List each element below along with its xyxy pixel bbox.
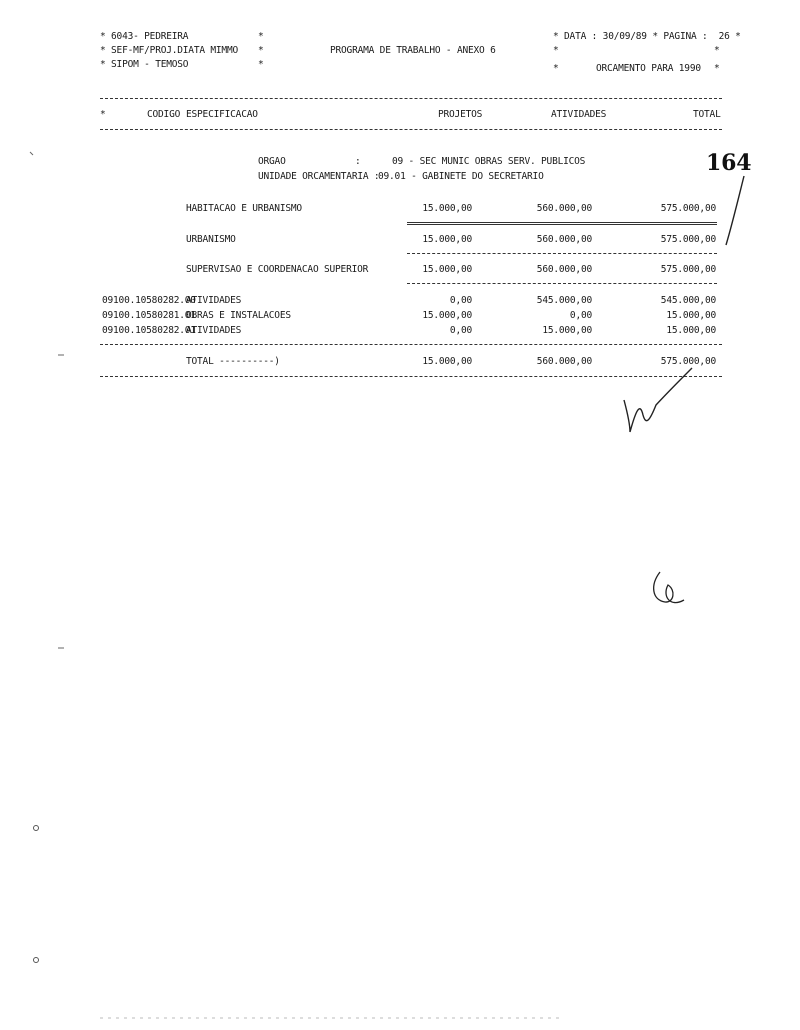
header-left-line-1: * 6043- PEDREIRA [100,31,189,42]
detail-projetos: 15.000,00 [422,310,472,321]
detail-total: 15.000,00 [666,325,716,336]
punch-hole [34,826,39,831]
summary-atividades: 560.000,00 [536,234,592,245]
detail-atividades: 0,00 [569,310,592,321]
detail-total: 545.000,00 [660,295,716,306]
total-atividades: 560.000,00 [536,356,592,367]
column-total: TOTAL [693,109,721,120]
header-star: * [553,63,559,74]
summary-atividades: 560.000,00 [536,203,592,214]
detail-total: 15.000,00 [666,310,716,321]
detail-projetos: 0,00 [449,295,472,306]
header-star: * [258,31,264,42]
scan-speck [30,152,33,155]
detail-desc: ATIVIDADES [186,295,242,306]
summary-total: 575.000,00 [660,264,716,275]
summary-atividades: 560.000,00 [536,264,592,275]
summary-total: 575.000,00 [660,234,716,245]
detail-projetos: 0,00 [449,325,472,336]
header-date-page: * DATA : 30/09/89 * PAGINA : 26 * [553,31,741,42]
summary-projetos: 15.000,00 [422,203,472,214]
total-label: TOTAL ----------) [186,356,280,367]
summary-desc: SUPERVISAO E COORDENACAO SUPERIOR [186,264,369,275]
detail-code: 09100.10580281.01 [102,310,196,321]
total-total: 575.000,00 [660,356,716,367]
header-star: * [714,45,720,56]
column-especificacao: ESPECIFICACAO [186,109,258,120]
column-atividades: ATIVIDADES [551,109,607,120]
signature-stroke [624,368,692,432]
header-star: * [258,59,264,70]
detail-atividades: 545.000,00 [536,295,592,306]
header-left-line-3: * SIPOM - TEMOSO [100,59,189,70]
column-projetos: PROJETOS [438,109,483,120]
unidade-label: UNIDADE ORCAMENTARIA : [258,171,380,182]
header-star: * [258,45,264,56]
summary-projetos: 15.000,00 [422,234,472,245]
total-projetos: 15.000,00 [422,356,472,367]
header-star: * [714,63,720,74]
header-left-line-2: * SEF-MF/PROJ.DIATA MIMMO [100,45,238,56]
detail-desc: OBRAS E INSTALACOES [186,310,291,321]
summary-desc: URBANISMO [186,234,236,245]
summary-total: 575.000,00 [660,203,716,214]
unidade-value: 09.01 - GABINETE DO SECRETARIO [378,171,544,182]
report-title: PROGRAMA DE TRABALHO - ANEXO 6 [330,45,496,56]
orgao-label: ORGAO [258,156,286,167]
initials-stroke [654,572,684,603]
orgao-value: 09 - SEC MUNIC OBRAS SERV. PUBLICOS [392,156,586,167]
header-star: * [100,109,106,120]
detail-code: 09100.10580282.00 [102,295,196,306]
orgao-separator: : [355,156,361,167]
bracket-stroke [726,176,744,245]
page-stamp-number: 164 [706,150,752,176]
summary-projetos: 15.000,00 [422,264,472,275]
header-star: * [553,45,559,56]
detail-atividades: 15.000,00 [542,325,592,336]
punch-hole [34,958,39,963]
detail-desc: ATIVIDADES [186,325,242,336]
budget-year: ORCAMENTO PARA 1990 [596,63,701,74]
detail-code: 09100.10580282.01 [102,325,196,336]
column-codigo: CODIGO [147,109,181,120]
summary-desc: HABITACAO E URBANISMO [186,203,302,214]
